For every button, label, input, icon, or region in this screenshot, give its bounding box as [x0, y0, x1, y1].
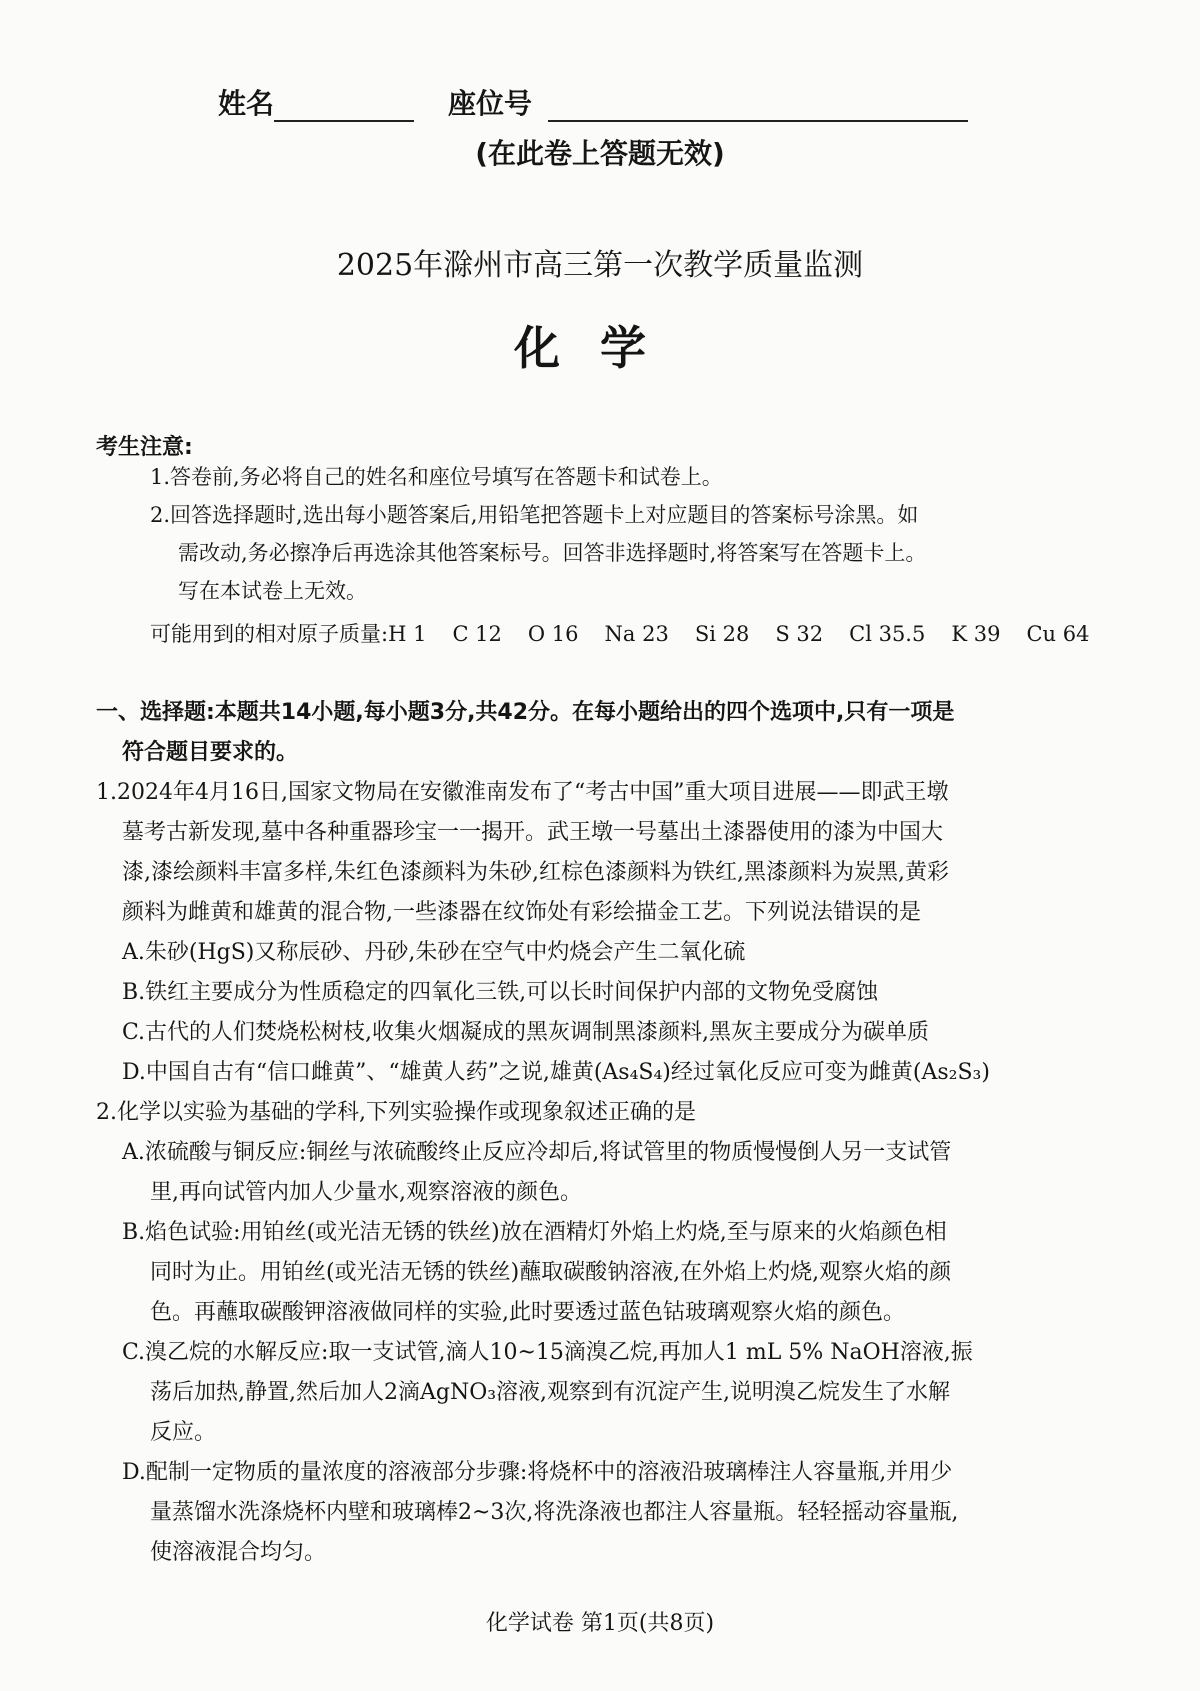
atomic-mass: Cu 64	[1026, 622, 1090, 646]
q2-option-a-line-2: 里,再向试管内加人少量水,观察溶液的颜色。	[150, 1180, 582, 1205]
atomic-mass-line	[150, 618, 1115, 648]
invalid-notice: (在此卷上答题无效)	[475, 137, 725, 170]
atomic-mass: Na 23	[604, 622, 669, 646]
seat-blank	[548, 90, 968, 122]
q2-option-c-line-3: 反应。	[150, 1420, 217, 1445]
q1-line-3: 漆,漆绘颜料丰富多样,朱红色漆颜料为朱砂,红棕色漆颜料为铁红,黑漆颜料为炭黑,黄彩	[122, 860, 949, 885]
atomic-mass: K 39	[951, 622, 1001, 646]
atomic-mass: Si 28	[694, 622, 750, 646]
exam-title: 2025年滁州市高三第一次教学质量监测	[336, 248, 864, 283]
section-heading-line-2: 符合题目要求的。	[122, 740, 299, 765]
q2-stem: 2.化学以实验为基础的学科,下列实验操作或现象叙述正确的是	[96, 1100, 696, 1125]
name-label: 姓名	[218, 87, 275, 120]
notice-heading: 考生注意:	[96, 435, 193, 460]
q2-option-a-line-1: A.浓硫酸与铜反应:铜丝与浓硫酸终止反应冷却后,将试管里的物质慢慢倒人另一支试管	[122, 1140, 952, 1165]
atomic-mass: O 16	[527, 622, 579, 646]
atomic-mass: H 1	[388, 622, 427, 646]
candidate-info-row	[218, 82, 968, 122]
q1-line-4: 颜料为雌黄和雄黄的混合物,一些漆器在纹饰处有彩绘描金工艺。下列说法错误的是	[122, 900, 921, 925]
atomic-mass: C 12	[452, 622, 502, 646]
notice-item-2-line-2: 需改动,务必擦净后再选涂其他答案标号。回答非选择题时,将答案写在答题卡上。	[178, 541, 927, 565]
q2-option-c-line-1: C.溴乙烷的水解反应:取一支试管,滴人10~15滴溴乙烷,再加人1 mL 5% NaOH溶液,振	[122, 1340, 973, 1365]
q2-option-b-line-2: 同时为止。用铂丝(或光洁无锈的铁丝)蘸取碳酸钠溶液,在外焰上灼烧,观察火焰的颜	[150, 1260, 952, 1285]
q1-line-1: 1.2024年4月16日,国家文物局在安徽淮南发布了“考古中国”重大项目进展——即武王墩	[96, 780, 949, 805]
q1-line-2: 墓考古新发现,墓中各种重器珍宝一一揭开。武王墩一号墓出土漆器使用的漆为中国大	[122, 820, 943, 845]
q2-option-b-line-3: 色。再蘸取碳酸钾溶液做同样的实验,此时要透过蓝色钴玻璃观察火焰的颜色。	[150, 1300, 905, 1325]
q2-option-d-line-1: D.配制一定物质的量浓度的溶液部分步骤:将烧杯中的溶液沿玻璃棒注人容量瓶,并用少	[122, 1460, 953, 1485]
q1-option-c: C.古代的人们焚烧松树枝,收集火烟凝成的黑灰调制黑漆颜料,黑灰主要成分为碳单质	[122, 1020, 930, 1045]
atomic-mass: S 32	[775, 622, 824, 646]
section-heading-line-1: 一、选择题:本题共14小题,每小题3分,共42分。在每小题给出的四个选项中,只有一项是	[96, 700, 955, 725]
seat-label: 座位号	[448, 87, 533, 120]
atomic-mass: Cl 35.5	[849, 622, 926, 646]
q2-option-d-line-3: 使溶液混合均匀。	[150, 1540, 327, 1565]
atomic-mass-label: 可能用到的相对原子质量:	[150, 622, 389, 646]
name-blank	[274, 90, 414, 122]
q1-option-d: D.中国自古有“信口雌黄”、“雄黄人药”之说,雄黄(As₄S₄)经过氧化反应可变为雌黄(As₂S₃)	[122, 1060, 990, 1085]
notice-item-2-line-3: 写在本试卷上无效。	[178, 579, 367, 603]
subject-title: 化学	[514, 321, 686, 375]
notice-item-1: 1.答卷前,务必将自己的姓名和座位号填写在答题卡和试卷上。	[150, 465, 723, 489]
q1-option-a: A.朱砂(HgS)又称辰砂、丹砂,朱砂在空气中灼烧会产生二氧化硫	[122, 940, 746, 965]
page-footer: 化学试卷 第1页(共8页)	[485, 1611, 715, 1636]
notice-item-2-line-1: 2.回答选择题时,选出每小题答案后,用铅笔把答题卡上对应题目的答案标号涂黑。如	[150, 503, 919, 527]
q2-option-c-line-2: 荡后加热,静置,然后加人2滴AgNO₃溶液,观察到有沉淀产生,说明溴乙烷发生了水解	[150, 1380, 951, 1405]
section-heading	[96, 693, 1116, 773]
q2-option-d-line-2: 量蒸馏水洗涤烧杯内壁和玻璃棒2~3次,将洗涤液也都注人容量瓶。轻轻摇动容量瓶,	[150, 1500, 959, 1525]
q2-option-b-line-1: B.焰色试验:用铂丝(或光洁无锈的铁丝)放在酒精灯外焰上灼烧,至与原来的火焰颜色相	[122, 1220, 947, 1245]
q1-option-b: B.铁红主要成分为性质稳定的四氧化三铁,可以长时间保护内部的文物免受腐蚀	[122, 980, 879, 1005]
